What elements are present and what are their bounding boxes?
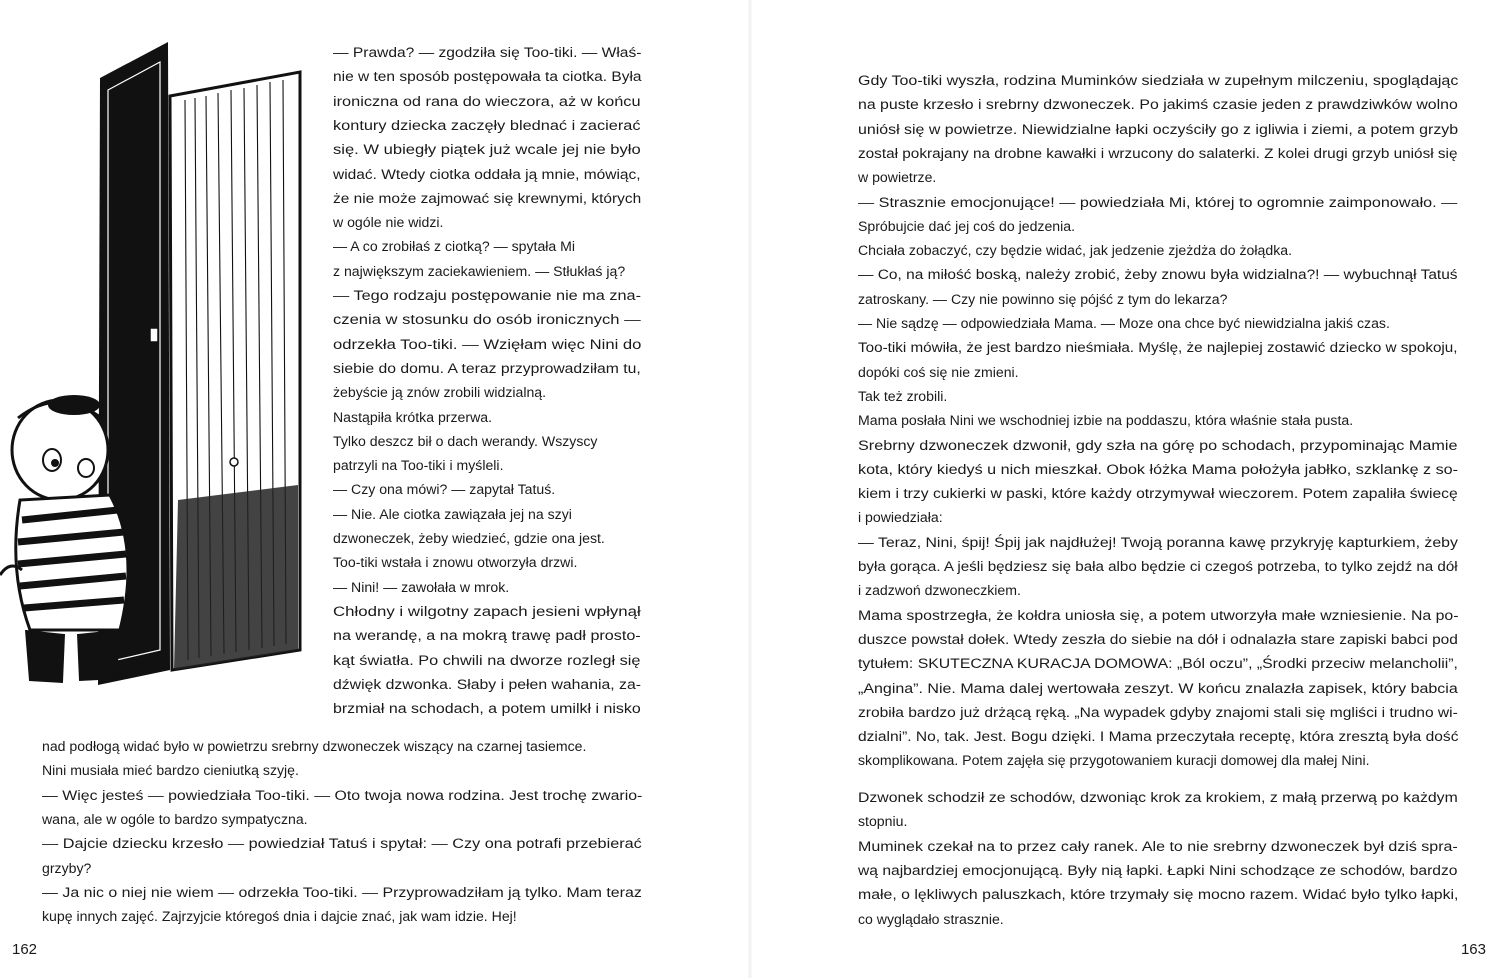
text-line: żebyście ją znów zrobili widzialną. [333, 384, 547, 401]
text-line: Dzwonek schodził ze schodów, dzwoniąc krok za krokiem, z małą przerwą po każdym [858, 789, 1458, 805]
text-line: kota, który kiedyś u nich mieszkał. Obok łóżka Mama położyła jabłko, szklankę z so- [858, 460, 1459, 477]
text-line: na puste krzesło i srebrny dzwoneczek. Po jakimś czasie jeden z prawdziwków wolno [858, 96, 1458, 113]
text-line: nad podłogą widać było w powietrzu srebrny dzwoneczek wiszący na czarnej tasiemce. [42, 738, 587, 754]
text-line: Srebrny dzwoneczek dzwonił, gdy szła na górę po schodach, przypominając Mamie [858, 436, 1458, 453]
text-line: zrobiła bardzo już drżącą ręką. „Na wypadek gdyby znajomi stali się mgliści i trudno wi- [858, 703, 1458, 720]
text-line: wana, ale w ogóle to bardzo sympatyczna. [42, 810, 308, 827]
right-page [750, 0, 1500, 978]
text-line: Tak też zrobili. [858, 387, 948, 404]
text-line: skomplikowana. Potem zajęła się przygotowaniem kuracji domowej dla małej Nini. [858, 752, 1370, 769]
text-line: na werandę, a na mokrą trawę padł prosto- [333, 627, 641, 644]
text-line: Mama spostrzegła, że kołdra uniosła się, a potem utworzyła małe wzniesienie. Na po- [858, 606, 1459, 623]
text-line: Chłodny i wilgotny zapach jesieni wpłynął [333, 602, 641, 619]
text-line: tytułem: SKUTECZNA KURACJA DOMOWA: „Ból oczu”, „Środki przeciw melancholii”, [858, 655, 1458, 672]
text-line: brzmiał na schodach, a potem umilkł i nisko [333, 700, 641, 717]
text-line: Mama posłała Nini we wschodniej izbie na poddaszu, która właśnie stała pusta. [858, 412, 1354, 429]
text-line: — Prawda? — zgodziła się Too-tiki. — Właś- [333, 44, 642, 60]
text-line: czenia w stosunku do osób ironicznych — [333, 311, 641, 328]
text-line: co wyglądało strasznie. [858, 910, 1004, 927]
text-line: małe, o lękliwych paluszkach, które trzymały się mocno razem. Widać było tylko łapki, [858, 886, 1459, 903]
text-line: uniósł się w powietrze. Niewidzialne łapki oczyściły go z igliwia i ziemi, a potem grzyb [858, 120, 1459, 137]
text-line: grzyby? [42, 859, 92, 876]
text-line: — Strasznie emocjonujące! — powiedziała Mi, której to ogromnie zaimponowało. — [858, 193, 1458, 210]
text-line: się. W ubiegły piątek już wcale jej nie było [333, 141, 641, 158]
door-ajar-with-creature-illustration [0, 30, 305, 700]
text-line: „Angina”. Nie. Mama dalej wertowała zeszyt. W końcu znalazła zapisek, który babcia [858, 679, 1458, 696]
text-line: kontury dziecka zaczęły blednać i zacierać [333, 116, 641, 133]
page-number-right: 163 [1460, 941, 1486, 958]
text-line: że nie może zajmować się krewnymi, których [333, 189, 642, 206]
text-line: nie w ten sposób postępowała ta ciotka. Była [333, 68, 642, 85]
text-line: kąt światła. Po chwili na dworze rozległ się [333, 651, 641, 668]
text-line: stopniu. [858, 813, 908, 830]
text-line: — Nie sądzę — odpowiedziała Mama. — Moze ona chce być niewidzialna jakiś czas. [858, 315, 1390, 331]
text-line: wą najbardziej emocjonującą. Były nią łapki. Łapki Nini schodzące ze schodów, bardzo [858, 861, 1458, 878]
text-line: Nastąpiła krótka przerwa. [333, 408, 493, 425]
text-line: Tylko deszcz bił o dach werandy. Wszyscy [333, 432, 598, 449]
text-line: — Tego rodzaju postępowanie nie ma zna- [333, 287, 642, 303]
text-line: — Nie. Ale ciotka zawiązała jej na szyi [333, 505, 572, 522]
text-line: w ogóle nie widzi. [333, 214, 444, 231]
text-line: i zadzwoń dzwoneczkiem. [858, 582, 1021, 599]
text-line: patrzyli na Too-tiki i myśleli. [333, 457, 504, 474]
text-line: — Teraz, Nini, śpij! Śpij jak najdłużej! Twoją poranna kawę przykryję kapturkiem, żeby [858, 533, 1458, 550]
text-line: dzialni”. No, tak. Jest. Bogu dzięki. I Mama przeczytała receptę, która zresztą była dość [858, 728, 1459, 745]
text-line: Too-tiki wstała i znowu otworzyła drzwi. [333, 554, 578, 571]
text-line: dopóki coś się nie zmieni. [858, 363, 1019, 380]
text-line: zatroskany. — Czy nie powinno się pójść z tym do lekarza? [858, 290, 1228, 307]
text-line: — Ja nic o niej nie wiem — odrzekła Too-tiki. — Przyprowadziłam ją tylko. Mam teraz [42, 883, 642, 900]
text-line: — Co, na miłość boską, należy zrobić, żeby znowu była widzialna?! — wybuchnął Tatuś [858, 266, 1458, 283]
text-line: dzwoneczek, żeby wiedzieć, gdzie ona jest. [333, 530, 605, 546]
text-line: ironiczna od rana do wieczora, aż w końcu [333, 92, 641, 109]
text-line: siebie do domu. A teraz przyprowadziłam tu, [333, 359, 641, 376]
text-line: dźwięk dzwonka. Słaby i pełen wahania, za- [333, 675, 641, 692]
text-line: duszce powstał dołek. Wtedy zeszła do siebie na dół i odnalazła stare zapiski babci pod [858, 630, 1458, 647]
text-line: Gdy Too-tiki wyszła, rodzina Muminków siedziała w zupełnym milczeniu, spoglądając [858, 72, 1459, 88]
text-line: i powiedziała: [858, 509, 943, 526]
text-line: — Więc jesteś — powiedziała Too-tiki. — Oto twoja nowa rodzina. Jest trochę zwario- [42, 786, 643, 803]
text-line: kiem i trzy cukierki w paski, które każdy otrzymywał wieczorem. Potem zapaliła świecę [858, 485, 1458, 502]
text-line: — A co zrobiłaś z ciotką? — spytała Mi [333, 238, 576, 255]
text-line: w powietrze. [858, 169, 937, 186]
text-line: była gorąca. A jeśli będziesz się bała albo będzie ci czegoś potrzeba, to tylko zejdź na dół [858, 558, 1458, 574]
text-line: odrzekła Too-tiki. — Wzięłam więc Nini do [333, 335, 642, 352]
text-line: — Nini! — zawołała w mrok. [333, 578, 510, 595]
text-line: widać. Wtedy ciotka oddała ją mnie, mówiąc, [333, 165, 641, 182]
text-line: — Dajcie dziecku krzesło — powiedział Tatuś i spytał: — Czy ona potrafi przebierać [42, 835, 642, 852]
text-line: Muminek czekał na to przez cały ranek. Ale to nie srebrny dzwoneczek był dziś spra- [858, 837, 1458, 854]
text-line: kupę innych zajęć. Zajrzyjcie któregoś dnia i dajcie znać, jak wam idzie. Hej! [42, 908, 517, 925]
text-line: Nini musiała mieć bardzo cieniutką szyję. [42, 762, 299, 779]
text-line: został pokrajany na drobne kawałki i wrzucony do salaterki. Z kolei drugi grzyb uniósł się [858, 144, 1458, 161]
text-line: — Czy ona mówi? — zapytał Tatuś. [333, 481, 556, 498]
text-line: Too-tiki mówiła, że jest bardzo nieśmiała. Myślę, że najlepiej zostawić dziecko w spokoju, [858, 339, 1458, 356]
text-line: Spróbujcie dać jej coś do jedzenia. [858, 217, 1076, 234]
text-line: z największym zaciekawieniem. — Stłukłaś ją? [333, 262, 626, 279]
page-number-left: 162 [12, 941, 38, 958]
text-line: Chciała zobaczyć, czy będzie widać, jak jedzenie zjeżdża do żołądka. [858, 242, 1293, 259]
